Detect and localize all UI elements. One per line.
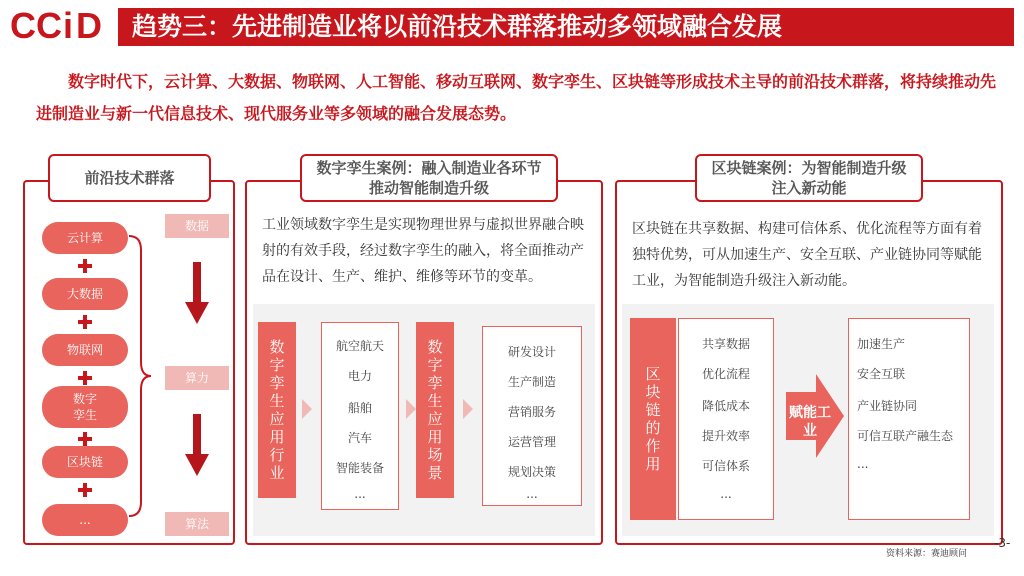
scenarios-list — [482, 326, 582, 506]
list-item: 营销服务 — [507, 405, 556, 419]
panel-title-line: 数字孪生案例：融入制造业各环节 — [316, 159, 542, 177]
list-item: ... — [354, 487, 366, 501]
logo-letter: C — [36, 5, 60, 46]
list-item: 产业链协同 — [857, 399, 918, 413]
triangle-arrow-icon — [302, 399, 312, 419]
list-item: ... — [857, 457, 869, 471]
bar-label: 区块链的作用 — [645, 365, 661, 473]
arrow-label: 赋能工业 — [789, 405, 831, 439]
tech-pill-blockchain: 区块链 — [42, 446, 128, 478]
logo-letter: C — [10, 5, 34, 46]
blockchain-title — [695, 154, 923, 202]
panel-title-line: 区块链案例：为智能制造升级 — [711, 159, 907, 177]
list-item: 可信体系 — [701, 459, 750, 473]
plus-icon — [78, 315, 92, 329]
digital-twin-description: 工业领域数字孪生是实现物理世界与虚拟世界融合映射的有效手段，经过数字孪生的融入，将全面推动产品在设计、生产、维护、维修等环节的变革。 — [262, 217, 584, 285]
list-item: 降低成本 — [701, 399, 750, 413]
digital-twin-title — [300, 154, 558, 202]
label-compute: 算力 — [165, 366, 229, 390]
tech-pill-cloud: 云计算 — [42, 222, 128, 254]
industries-list — [321, 322, 399, 510]
logo-letter: i — [63, 5, 72, 46]
bar-industries — [258, 322, 296, 498]
triangle-arrow-icon — [406, 399, 416, 419]
intro-paragraph — [36, 66, 996, 130]
list-item: 优化流程 — [701, 367, 750, 381]
list-item: 加速生产 — [857, 337, 906, 351]
list-item: 汽车 — [347, 431, 372, 445]
outcomes-list — [848, 318, 970, 520]
label-data: 数据 — [165, 214, 229, 238]
list-item: ... — [526, 487, 538, 501]
down-arrow-icon — [185, 262, 209, 324]
bar-label: 数字孪生应用场景 — [427, 338, 443, 482]
plus-icon — [78, 432, 92, 446]
plus-icon — [78, 259, 92, 273]
triangle-arrow-icon — [463, 399, 473, 419]
list-item: 可信互联产融生态 — [857, 429, 954, 443]
list-item: ... — [720, 487, 732, 501]
tech-pill-bigdata: 大数据 — [42, 278, 128, 310]
list-item: 共享数据 — [701, 337, 750, 351]
list-item: 运营管理 — [507, 435, 556, 449]
list-item: 船舶 — [347, 401, 372, 415]
page-number: -3- — [994, 536, 1011, 550]
bar-scenarios — [416, 322, 454, 498]
logo-letter: D — [76, 5, 100, 46]
down-arrow-icon — [185, 414, 209, 476]
bar-label: 数字孪生应用行业 — [269, 338, 285, 482]
intro-text: 数字时代下，云计算、大数据、物联网、人工智能、移动互联网、数字孪生、区块链等形成技术主导的前沿技术群落，将持续推动先进制造业与新一代信息技术、现代服务业等多领域的融合发展态势。 — [36, 72, 997, 123]
tech-pill-more: ... — [42, 504, 128, 536]
tech-pill-iot: 物联网 — [42, 334, 128, 366]
ccid-logo — [10, 6, 110, 46]
panel-title-line: 推动智能制造升级 — [368, 179, 489, 197]
slide-title: 趋势三：先进制造业将以前沿技术群落推动多领域融合发展 — [132, 12, 783, 41]
list-item: 安全互联 — [857, 367, 906, 381]
list-item: 提升效率 — [701, 429, 750, 443]
tech-pill-digital-twin — [42, 386, 128, 428]
curly-brace-icon — [127, 234, 153, 518]
list-item: 航空航天 — [335, 339, 384, 353]
plus-icon — [78, 483, 92, 497]
list-item: 规划决策 — [507, 465, 556, 479]
source-note: 资料来源：赛迪顾问 — [886, 549, 968, 559]
bar-blockchain-role — [630, 318, 676, 520]
roles-list — [678, 318, 774, 520]
list-item: 智能装备 — [335, 461, 384, 475]
label-algorithm: 算法 — [165, 512, 229, 536]
list-item: 生产制造 — [507, 375, 556, 389]
tech-cluster-title — [48, 154, 211, 202]
plus-icon — [78, 371, 92, 385]
panel-title-line: 注入新动能 — [771, 179, 847, 197]
list-item: 研发设计 — [507, 345, 556, 359]
title-bar — [118, 8, 1014, 46]
pill-label: 数字孪生 — [72, 392, 97, 422]
list-item: 电力 — [347, 369, 372, 383]
panel-title-text: 前沿技术群落 — [84, 169, 175, 187]
blockchain-description: 区块链在共享数据、构建可信体系、优化流程等方面有着独特优势，可从加速生产、安全互联、产业链协同等赋能工业，为智能制造升级注入新动能。 — [632, 221, 982, 289]
